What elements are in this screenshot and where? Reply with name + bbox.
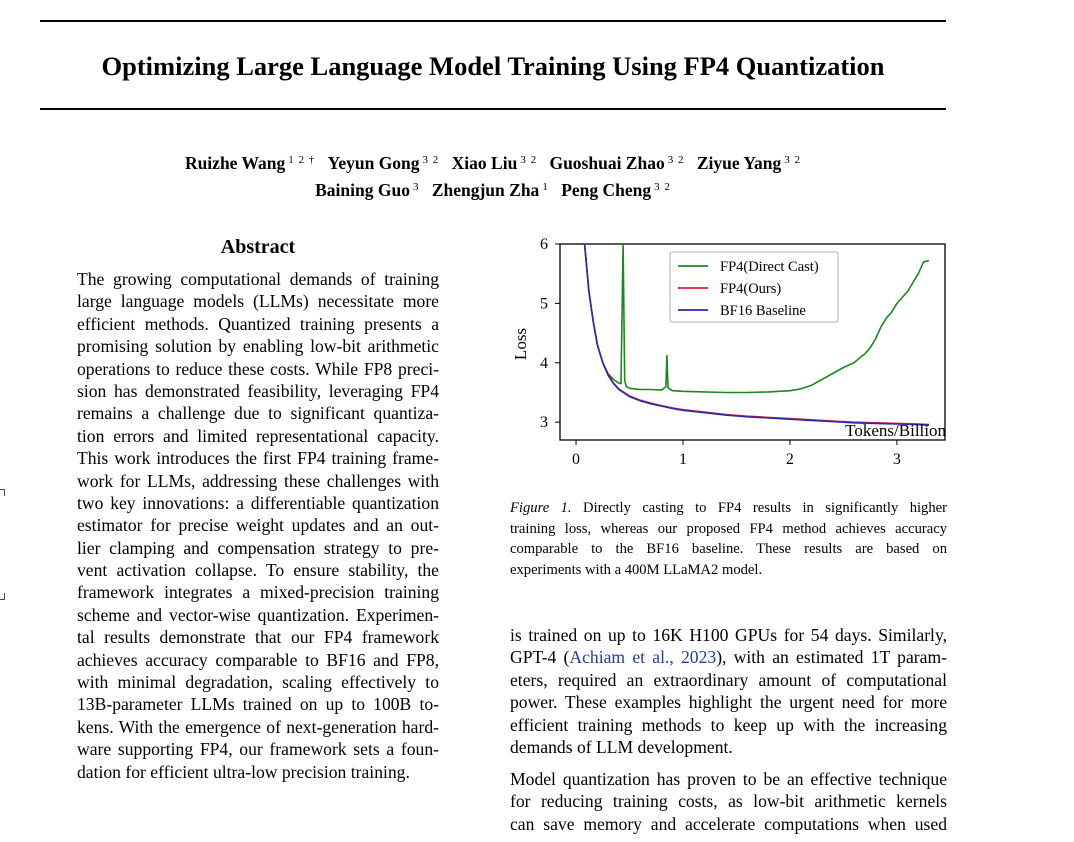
figure-label: Figure 1. (510, 500, 572, 516)
abstract-line: sion has demonstrated feasibility, leveraging FP4 (77, 380, 439, 401)
y-tick-label: 6 (540, 236, 548, 253)
abstract-line: The growing computational demands of training (77, 269, 439, 289)
author-name: Peng Cheng (561, 180, 652, 200)
author-name: Xiao Liu (451, 153, 518, 173)
y-tick-label: 5 (540, 295, 548, 313)
body-text: ), with an estimated 1T param- (716, 647, 947, 668)
body-paragraph-1 (510, 624, 947, 758)
abstract-line: tal results demonstrate that our FP4 framework (77, 627, 439, 648)
author (452, 153, 537, 173)
loss-chart (500, 232, 960, 478)
caption-text: Directly casting to FP4 results in significantly higher (571, 500, 947, 516)
abstract-line: tion errors and limited representational capacity. (77, 425, 439, 446)
abstract-line: with minimal degradation, scaling effectively to (77, 672, 439, 693)
author-affiliation: 3 2 (520, 154, 538, 166)
title-rule-top (40, 20, 946, 22)
abstract-line: operations to reduce these costs. While FP8 preci- (77, 358, 439, 379)
body-text: GPT-4 ( (510, 647, 570, 668)
caption-text: experiments with a 400M LLaMA2 model. (510, 561, 763, 578)
body-line (510, 691, 947, 713)
author-affiliation: 1 (542, 181, 549, 193)
author (549, 153, 684, 173)
x-axis-label: Tokens/Billion (845, 421, 946, 440)
abstract-line: promising solution by enabling low-bit arithmetic (77, 336, 439, 357)
margin-crop-mark-top (0, 489, 5, 496)
body-line: for reducing training costs, as low-bit arithmetic kernels (510, 791, 947, 812)
y-axis-label: Loss (511, 327, 530, 361)
body-text: efficient training methods to keep up with the increasing (510, 714, 947, 735)
body-line (510, 624, 947, 646)
body-line (510, 736, 947, 758)
abstract-line: two key innovations: a differentiable quantization (77, 492, 439, 513)
x-tick-label: 2 (785, 451, 794, 468)
citation-link[interactable]: Achiam et al., 2023 (569, 647, 717, 668)
caption-line (510, 560, 947, 581)
margin-crop-mark-bottom (0, 593, 5, 600)
caption-line (510, 519, 947, 540)
abstract-line: kens. With the emergence of next-generation hard- (77, 716, 439, 737)
abstract-body (77, 268, 439, 783)
author-name: Ruizhe Wang (184, 153, 286, 173)
abstract-line: dation for efficient ultra-low precision training. (77, 761, 410, 782)
paper-title: Optimizing Large Language Model Training Using FP4 Quantization (101, 51, 885, 81)
author (561, 180, 671, 200)
body-line: can save memory and accelerate computations when used (510, 813, 947, 834)
abstract-line: estimator for precise weight updates and an out- (77, 515, 439, 536)
chart-legend (670, 252, 838, 322)
author-name: Ziyue Yang (696, 153, 782, 173)
author (315, 180, 419, 200)
abstract-line: efficient methods. Quantized training presents a (77, 313, 439, 334)
author-list (40, 148, 946, 202)
author-name: Zhengjun Zha (431, 180, 540, 200)
caption-line (510, 539, 947, 560)
author-affiliation: 3 2 (667, 154, 685, 166)
x-tick-label: 0 (572, 451, 581, 468)
abstract-line: vent activation collapse. To ensure stability, the (77, 560, 439, 581)
caption-text: comparable to the BF16 baseline. These results are based on (510, 541, 947, 558)
body-text: is trained on up to 16K H100 GPUs for 54 days. Similarly, (510, 625, 947, 645)
author-name: Guoshuai Zhao (549, 153, 665, 173)
abstract-line: ware supporting FP4, our framework sets a foun- (77, 739, 439, 760)
body-paragraph-2 (510, 768, 947, 835)
legend-label: BF16 Baseline (720, 303, 806, 319)
legend-label: FP4(Ours) (720, 281, 782, 297)
author-name: Baining Guo (315, 180, 410, 200)
figure-caption (510, 498, 947, 580)
author-affiliation: 3 2 (654, 181, 671, 193)
body-line (510, 714, 947, 736)
abstract-line: remains a challenge due to significant quantiza- (77, 403, 439, 424)
author (432, 180, 549, 200)
y-tick-label: 3 (540, 414, 548, 432)
author-line-2 (40, 175, 946, 202)
author-affiliation: 3 (412, 181, 420, 193)
abstract-heading: Abstract (220, 236, 296, 258)
abstract-line: scheme and vector-wise quantization. Experimen- (77, 604, 439, 625)
abstract-line: framework integrates a mixed-precision training (77, 582, 439, 603)
abstract-line: work for LLMs, addressing these challenges with (77, 470, 439, 491)
caption-line (510, 498, 947, 519)
author (185, 153, 315, 173)
author-affiliation: 3 2 (422, 154, 440, 166)
body-text: eters, required an extraordinary amount of computational (510, 669, 947, 690)
legend-label: FP4(Direct Cast) (720, 259, 819, 275)
body-line (510, 669, 947, 691)
y-tick-label: 4 (540, 354, 548, 372)
author-affiliation: 3 2 (784, 154, 802, 166)
author-affiliation: 1 2 † (288, 154, 316, 166)
author (328, 153, 440, 173)
body-text: power. These examples highlight the urgent need for more (510, 692, 947, 713)
author (697, 153, 801, 173)
body-line: Model quantization has proven to be an effective technique (510, 769, 947, 789)
x-tick-label: 3 (892, 451, 901, 468)
abstract-line: achieves accuracy comparable to BF16 and FP8, (77, 649, 439, 670)
author-line-1 (40, 148, 946, 175)
abstract-line: lier clamping and compensation strategy to pre- (77, 537, 439, 558)
title-rule-bottom (40, 108, 946, 110)
x-tick-label: 1 (678, 451, 687, 468)
author-name: Yeyun Gong (327, 153, 420, 173)
abstract-line: large language models (LLMs) necessitate more (77, 291, 439, 312)
caption-text: training loss, whereas our proposed FP4 method achieves accuracy (510, 520, 947, 537)
body-line (510, 646, 947, 668)
body-text: demands of LLM development. (510, 736, 733, 757)
abstract-line: This work introduces the first FP4 training frame- (77, 448, 439, 469)
abstract-line: 13B-parameter LLMs trained on up to 100B to- (77, 694, 439, 715)
